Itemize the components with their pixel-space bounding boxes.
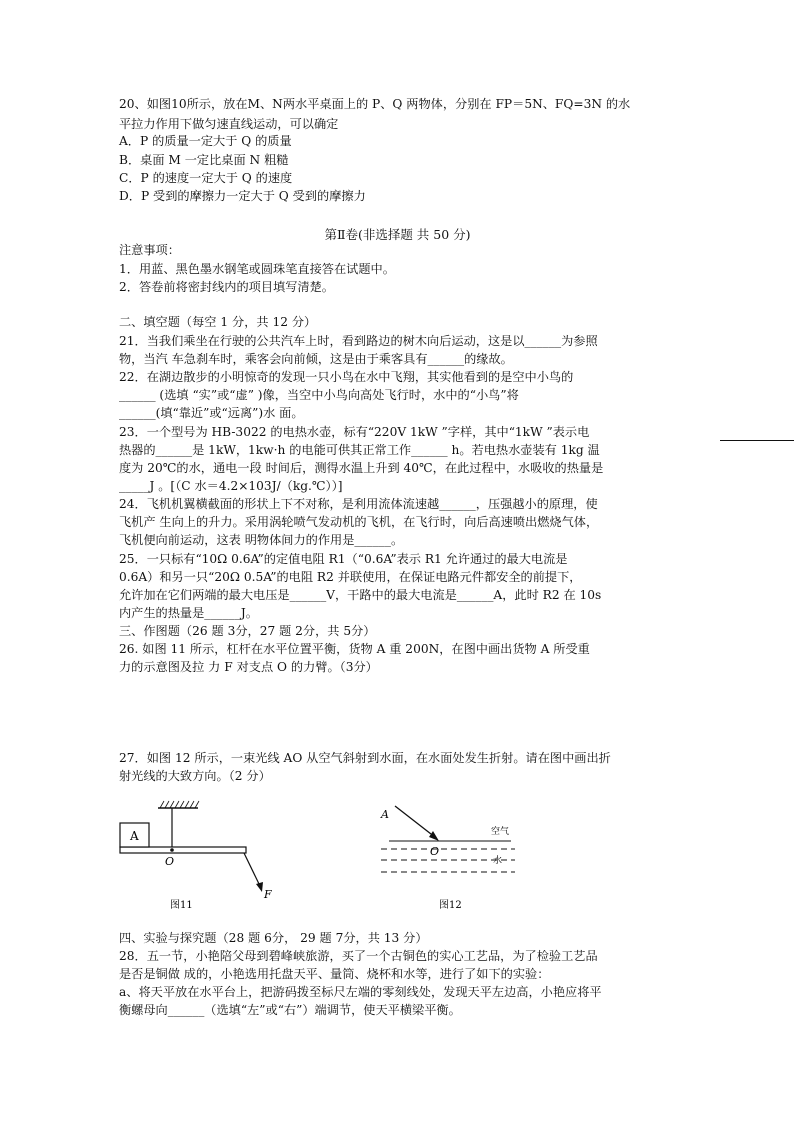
margin-rule	[720, 440, 794, 441]
q27-line-1: 27．如图 12 所示，一束光线 AO 从空气斜射到水面，在水面处发生折射。请在图中画出折	[119, 751, 611, 765]
q25-line-4: 内产生的热量是______J。	[119, 606, 258, 620]
q25-line-1: 25．一只标有“10Ω 0.6A”的定值电阻 R1（“0.6A”表示 R1 允许通过的最大电流是	[119, 552, 568, 566]
experiment-heading: 四、实验与探究题（28 题 6分， 29 题 7分，共 13 分）	[119, 931, 428, 945]
ray-a-label: A	[381, 808, 389, 821]
pivot-o-label: O	[165, 855, 175, 868]
q20-line-2: 平拉力作用下做匀速直线运动，可以确定	[119, 117, 339, 131]
notes-heading: 注意事项：	[119, 243, 180, 257]
q20-option-d: D．P 受到的摩擦力一定大于 Q 受到的摩擦力	[119, 189, 366, 203]
q23-line-4: _____J 。[（C 水＝4.2×103J/（kg.℃））]	[119, 479, 343, 493]
water-label: 水	[493, 856, 503, 866]
q23-line-1: 23．一个型号为 HB-3022 的电热水壶，标有“220V 1kW ”字样，其中“1kW ”表示电	[119, 425, 590, 439]
q21-line-2: 物，当汽 车急刹车时，乘客会向前倾，这是由于乘客具有______的缘故。	[119, 352, 513, 366]
note-1: 1．用蓝、黑色墨水钢笔或圆珠笔直接答在试题中。	[119, 262, 395, 276]
q20-line-1: 20、如图10所示，放在M、N两水平桌面上的 P、Q 两物体，分别在 FP＝5N、FQ=3N 的水	[119, 97, 631, 111]
force-f-label: F	[264, 888, 272, 901]
q22-line-1: 22．在湖边散步的小明惊奇的发现一只小鸟在水中飞翔，其实他看到的是空中小鸟的	[119, 370, 574, 384]
q28-line-2: 是否是铜做 成的，小艳选用托盘天平、量筒、烧杯和水等，进行了如下的实验：	[119, 967, 550, 981]
q23-line-2: 热器的______是 1kW，1kw·h 的电能可供其正常工作______ h。若电热水壶装有 1kg 温	[119, 443, 600, 457]
q21-line-1: 21．当我们乘坐在行驶的公共汽车上时，看到路边的树木向后运动，这是以______为参照	[119, 334, 598, 348]
q23-line-3: 度为 20℃的水，通电一段 时间后，测得水温上升到 40℃，在此过程中，水吸收的热量是	[119, 461, 604, 475]
q24-line-2: 飞机产 生向上的升力。采用涡轮喷气发动机的飞机，在飞行时，向后高速喷出燃烧气体，	[119, 515, 599, 529]
q24-line-1: 24．飞机机翼横截面的形状上下不对称，是利用流体流速越______，压强越小的原理，使	[119, 497, 598, 511]
q20-option-a: A．P 的质量一定大于 Q 的质量	[119, 134, 292, 148]
q20-option-b: B．桌面 M 一定比桌面 N 粗糙	[119, 153, 289, 167]
q28-line-1: 28．五一节，小艳陪父母到碧峰峡旅游，买了一个古铜色的实心工艺品，为了检验工艺品	[119, 949, 598, 963]
drawing-heading: 三、作图题（26 题 3分，27 题 2分，共 5分）	[119, 624, 376, 638]
q28-step-a-line-1: a、将天平放在水平台上，把游码拨至标尺左端的零刻线处，发现天平左边高，小艳应将平	[119, 985, 602, 999]
q27-line-2: 射光线的大致方向。（2 分）	[119, 769, 271, 783]
q28-step-a-line-2: 衡螺母向______（选填“左”或“右”）端调节，使天平横梁平衡。	[119, 1003, 461, 1017]
point-o-label: O	[430, 845, 440, 858]
section-title: 第Ⅱ卷(非选择题 共 50 分)	[324, 227, 471, 242]
q24-line-3: 飞机便向前运动，这表 明物体间力的作用是______。	[119, 533, 404, 547]
q20-option-c: C．P 的速度一定大于 Q 的速度	[119, 171, 293, 185]
block-a-label: A	[130, 829, 139, 843]
figure-11-lever	[110, 798, 300, 913]
note-2: 2．答卷前将密封线内的项目填写清楚。	[119, 280, 334, 294]
figure-12-refraction	[375, 800, 525, 912]
q22-line-3: ______(填“靠近”或“远离”)水 面。	[119, 406, 304, 420]
figure-11-caption: 图11	[170, 900, 193, 911]
q26-line-2: 力的示意图及拉 力 F 对支点 O 的力臂。（3分）	[119, 660, 378, 674]
q22-line-2: ______ (选填 “实”或“虚” )像，当空中小鸟向高处飞行时，水中的“小鸟”将	[119, 388, 519, 402]
q26-line-1: 26. 如图 11 所示，杠杆在水平位置平衡，货物 A 重 200N，在图中画出货物 A 所受重	[119, 642, 590, 656]
fill-blank-heading: 二、填空题（每空 1 分，共 12 分）	[119, 315, 317, 329]
q25-line-3: 允许加在它们两端的最大电压是______V，干路中的最大电流是______A，此时 R2 在 10s	[119, 588, 602, 602]
air-label: 空气	[491, 827, 510, 837]
figure-12-caption: 图12	[439, 900, 462, 911]
q25-line-2: 0.6A）和另一只“20Ω 0.5A”的电阻 R2 并联使用，在保证电路元件都安全的前提下，	[119, 570, 582, 584]
